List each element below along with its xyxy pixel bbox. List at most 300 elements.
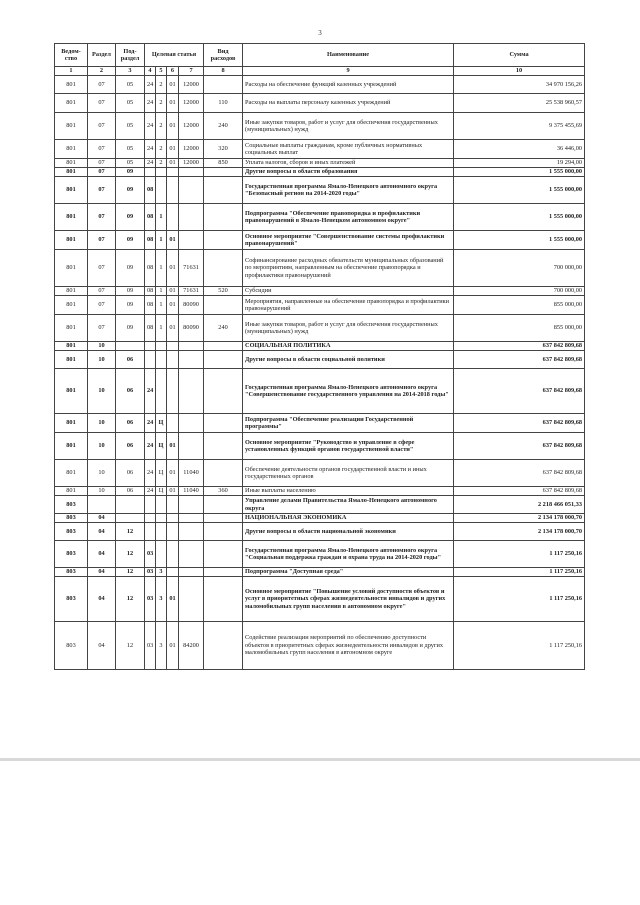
cell-tselevaya-3 xyxy=(167,523,179,541)
table-row xyxy=(55,351,585,369)
cell-razdel: 10 xyxy=(88,414,116,433)
column-number: 1 xyxy=(55,67,88,76)
cell-tselevaya-4 xyxy=(179,523,204,541)
table-row xyxy=(55,568,585,577)
table-row xyxy=(55,541,585,568)
cell-vedomstvo: 801 xyxy=(55,414,88,433)
cell-summa: 637 842 809,68 xyxy=(454,460,585,487)
cell-podrazdel: 09 xyxy=(116,168,145,177)
cell-tselevaya-3: 01 xyxy=(167,76,179,94)
cell-podrazdel: 05 xyxy=(116,140,145,159)
cell-summa: 1 555 000,00 xyxy=(454,231,585,250)
table-row xyxy=(55,523,585,541)
table-row xyxy=(55,342,585,351)
cell-razdel: 04 xyxy=(88,568,116,577)
cell-naimenovanie: Расходы на обеспечение функций казенных учреждений xyxy=(243,76,454,94)
cell-summa: 1 117 250,16 xyxy=(454,577,585,622)
cell-vid-raskhodov: 850 xyxy=(204,159,243,168)
cell-vid-raskhodov xyxy=(204,568,243,577)
table-row xyxy=(55,496,585,514)
cell-tselevaya-2: Ц xyxy=(156,433,167,460)
cell-vid-raskhodov: 110 xyxy=(204,94,243,113)
cell-tselevaya-1: 24 xyxy=(145,94,156,113)
cell-tselevaya-2: Ц xyxy=(156,487,167,496)
cell-podrazdel: 06 xyxy=(116,414,145,433)
cell-tselevaya-1: 08 xyxy=(145,231,156,250)
cell-naimenovanie: СОЦИАЛЬНАЯ ПОЛИТИКА xyxy=(243,342,454,351)
header-summa: Сумма xyxy=(454,44,585,67)
cell-vedomstvo: 803 xyxy=(55,541,88,568)
cell-naimenovanie: Иные закупки товаров, работ и услуг для обеспечения государственных (муниципальных) нужд xyxy=(243,113,454,140)
cell-tselevaya-1: 08 xyxy=(145,204,156,231)
cell-tselevaya-3: 01 xyxy=(167,460,179,487)
cell-naimenovanie: Расходы на выплаты персоналу казенных учреждений xyxy=(243,94,454,113)
cell-vid-raskhodov xyxy=(204,433,243,460)
cell-summa: 36 446,00 xyxy=(454,140,585,159)
cell-razdel: 07 xyxy=(88,168,116,177)
cell-tselevaya-1: 08 xyxy=(145,177,156,204)
cell-tselevaya-1: 24 xyxy=(145,414,156,433)
cell-tselevaya-1 xyxy=(145,168,156,177)
cell-vedomstvo: 801 xyxy=(55,250,88,287)
cell-summa: 1 555 000,00 xyxy=(454,177,585,204)
cell-naimenovanie: Подпрограмма "Обеспечение правопорядка и профилактики правонарушений в Ямало-Ненецком автономном округе" xyxy=(243,204,454,231)
cell-tselevaya-4: 12000 xyxy=(179,140,204,159)
cell-summa: 9 375 455,69 xyxy=(454,113,585,140)
cell-razdel: 07 xyxy=(88,315,116,342)
cell-tselevaya-2 xyxy=(156,514,167,523)
cell-tselevaya-2 xyxy=(156,496,167,514)
cell-razdel: 07 xyxy=(88,76,116,94)
cell-razdel: 10 xyxy=(88,433,116,460)
cell-tselevaya-1: 24 xyxy=(145,113,156,140)
cell-razdel: 10 xyxy=(88,487,116,496)
cell-tselevaya-2 xyxy=(156,177,167,204)
cell-vid-raskhodov xyxy=(204,622,243,670)
cell-summa: 2 218 466 051,33 xyxy=(454,496,585,514)
cell-tselevaya-1: 24 xyxy=(145,460,156,487)
header-naimenovanie: Наименование xyxy=(243,44,454,67)
cell-summa: 34 970 156,26 xyxy=(454,76,585,94)
cell-vid-raskhodov xyxy=(204,369,243,414)
cell-razdel: 10 xyxy=(88,460,116,487)
cell-razdel: 10 xyxy=(88,351,116,369)
cell-summa: 637 842 809,68 xyxy=(454,351,585,369)
cell-tselevaya-4: 12000 xyxy=(179,76,204,94)
cell-tselevaya-2: 3 xyxy=(156,577,167,622)
cell-vid-raskhodov xyxy=(204,460,243,487)
cell-naimenovanie: Социальные выплаты гражданам, кроме публичных нормативных социальных выплат xyxy=(243,140,454,159)
cell-vid-raskhodov xyxy=(204,577,243,622)
cell-naimenovanie: Другие вопросы в области образования xyxy=(243,168,454,177)
cell-vid-raskhodov: 320 xyxy=(204,140,243,159)
cell-razdel: 04 xyxy=(88,577,116,622)
cell-razdel: 10 xyxy=(88,342,116,351)
cell-tselevaya-1: 24 xyxy=(145,140,156,159)
cell-tselevaya-4: 80090 xyxy=(179,296,204,315)
cell-tselevaya-3 xyxy=(167,177,179,204)
column-number: 10 xyxy=(454,67,585,76)
column-number: 9 xyxy=(243,67,454,76)
cell-tselevaya-3 xyxy=(167,342,179,351)
cell-razdel: 07 xyxy=(88,177,116,204)
table-row xyxy=(55,250,585,287)
cell-vid-raskhodov xyxy=(204,168,243,177)
cell-tselevaya-1: 24 xyxy=(145,159,156,168)
cell-podrazdel xyxy=(116,514,145,523)
cell-podrazdel: 12 xyxy=(116,577,145,622)
table-row xyxy=(55,577,585,622)
cell-naimenovanie: Государственная программа Ямало-Ненецкого автономного округа "Совершенствование государственного управления на 2014-2018 годы" xyxy=(243,369,454,414)
cell-podrazdel: 09 xyxy=(116,250,145,287)
cell-vid-raskhodov xyxy=(204,204,243,231)
cell-razdel: 07 xyxy=(88,159,116,168)
cell-naimenovanie: Иные выплаты населению xyxy=(243,487,454,496)
cell-naimenovanie: Основное мероприятие "Руководство и управление в сфере установленных функций органов государственной власти" xyxy=(243,433,454,460)
cell-podrazdel xyxy=(116,342,145,351)
cell-tselevaya-4 xyxy=(179,204,204,231)
cell-podrazdel xyxy=(116,496,145,514)
cell-tselevaya-1 xyxy=(145,342,156,351)
cell-tselevaya-3: 01 xyxy=(167,159,179,168)
cell-tselevaya-3 xyxy=(167,168,179,177)
cell-vedomstvo: 803 xyxy=(55,577,88,622)
cell-vedomstvo: 801 xyxy=(55,204,88,231)
cell-tselevaya-1: 03 xyxy=(145,577,156,622)
cell-tselevaya-2: 1 xyxy=(156,231,167,250)
cell-tselevaya-2: 1 xyxy=(156,296,167,315)
page-number: 3 xyxy=(318,29,322,37)
table-body xyxy=(55,76,585,670)
cell-vedomstvo: 801 xyxy=(55,351,88,369)
cell-tselevaya-3: 01 xyxy=(167,250,179,287)
cell-podrazdel: 12 xyxy=(116,622,145,670)
cell-summa: 637 842 809,68 xyxy=(454,414,585,433)
cell-tselevaya-4: 11040 xyxy=(179,460,204,487)
cell-tselevaya-3: 01 xyxy=(167,296,179,315)
cell-tselevaya-4: 12000 xyxy=(179,159,204,168)
cell-podrazdel: 09 xyxy=(116,287,145,296)
cell-vedomstvo: 801 xyxy=(55,296,88,315)
cell-podrazdel: 09 xyxy=(116,177,145,204)
cell-tselevaya-3: 01 xyxy=(167,94,179,113)
cell-tselevaya-4 xyxy=(179,496,204,514)
cell-naimenovanie: Государственная программа Ямало-Ненецкого автономного округа "Безопасный регион на 2014-2020 годы" xyxy=(243,177,454,204)
header-razdel: Раздел xyxy=(88,44,116,67)
cell-naimenovanie: Основное мероприятие "Совершенствование системы профилактики правонарушений" xyxy=(243,231,454,250)
cell-podrazdel: 06 xyxy=(116,460,145,487)
cell-vedomstvo: 801 xyxy=(55,460,88,487)
cell-podrazdel: 05 xyxy=(116,159,145,168)
cell-naimenovanie: Субсидии xyxy=(243,287,454,296)
cell-podrazdel: 09 xyxy=(116,231,145,250)
table-row xyxy=(55,460,585,487)
cell-tselevaya-3 xyxy=(167,369,179,414)
cell-naimenovanie: Основное мероприятие "Повышение условий доступности объектов и услуг в приоритетных сферах жизнедеятельности инвалидов и других маломобильных групп населения в автономном округе" xyxy=(243,577,454,622)
cell-podrazdel: 09 xyxy=(116,296,145,315)
table-row xyxy=(55,231,585,250)
cell-podrazdel: 06 xyxy=(116,433,145,460)
cell-vedomstvo: 803 xyxy=(55,523,88,541)
cell-razdel: 07 xyxy=(88,140,116,159)
cell-tselevaya-1: 24 xyxy=(145,369,156,414)
cell-tselevaya-3: 01 xyxy=(167,315,179,342)
cell-tselevaya-3 xyxy=(167,541,179,568)
cell-tselevaya-3: 01 xyxy=(167,622,179,670)
budget-table xyxy=(54,43,585,670)
cell-vid-raskhodov xyxy=(204,250,243,287)
cell-summa: 2 134 178 000,70 xyxy=(454,514,585,523)
cell-vedomstvo: 801 xyxy=(55,287,88,296)
cell-tselevaya-1: 08 xyxy=(145,315,156,342)
header-vedomstvo: Ведом-ство xyxy=(55,44,88,67)
column-number: 4 xyxy=(145,67,156,76)
cell-tselevaya-2 xyxy=(156,369,167,414)
cell-tselevaya-1: 08 xyxy=(145,287,156,296)
cell-tselevaya-1: 03 xyxy=(145,568,156,577)
cell-tselevaya-3: 01 xyxy=(167,231,179,250)
cell-vedomstvo: 803 xyxy=(55,514,88,523)
cell-tselevaya-4 xyxy=(179,541,204,568)
cell-naimenovanie: Содействие реализации мероприятий по обеспечению доступности объектов в приоритетных сферах жизнедеятельности инвалидов и других маломобильных групп населения в автономном округе xyxy=(243,622,454,670)
cell-summa: 637 842 809,68 xyxy=(454,369,585,414)
cell-vedomstvo: 801 xyxy=(55,113,88,140)
cell-naimenovanie: НАЦИОНАЛЬНАЯ ЭКОНОМИКА xyxy=(243,514,454,523)
cell-razdel: 07 xyxy=(88,204,116,231)
cell-vid-raskhodov xyxy=(204,496,243,514)
cell-vedomstvo: 803 xyxy=(55,496,88,514)
cell-razdel: 10 xyxy=(88,369,116,414)
cell-podrazdel: 05 xyxy=(116,76,145,94)
cell-summa: 1 117 250,16 xyxy=(454,622,585,670)
table-row xyxy=(55,94,585,113)
cell-tselevaya-3: 01 xyxy=(167,433,179,460)
cell-vid-raskhodov xyxy=(204,514,243,523)
cell-tselevaya-2: Ц xyxy=(156,414,167,433)
cell-razdel: 04 xyxy=(88,541,116,568)
cell-naimenovanie: Софинансирование расходных обязательств муниципальных образований по мероприятиям, направленным на обеспечение правопорядка и профилактики правонарушений xyxy=(243,250,454,287)
cell-vid-raskhodov: 240 xyxy=(204,113,243,140)
cell-vid-raskhodov xyxy=(204,414,243,433)
cell-naimenovanie: Подпрограмма "Доступная среда" xyxy=(243,568,454,577)
table-row xyxy=(55,287,585,296)
cell-summa: 700 000,00 xyxy=(454,250,585,287)
cell-podrazdel: 05 xyxy=(116,113,145,140)
cell-podrazdel: 12 xyxy=(116,541,145,568)
cell-vid-raskhodov xyxy=(204,351,243,369)
cell-vedomstvo: 803 xyxy=(55,568,88,577)
header-tselevaya-statya: Целевая статья xyxy=(145,44,204,67)
cell-naimenovanie: Уплата налогов, сборов и иных платежей xyxy=(243,159,454,168)
cell-vedomstvo: 801 xyxy=(55,231,88,250)
cell-tselevaya-4: 71631 xyxy=(179,287,204,296)
cell-tselevaya-4 xyxy=(179,433,204,460)
table-row xyxy=(55,159,585,168)
cell-tselevaya-4: 71631 xyxy=(179,250,204,287)
cell-razdel: 07 xyxy=(88,94,116,113)
cell-summa: 1 117 250,16 xyxy=(454,541,585,568)
cell-vedomstvo: 801 xyxy=(55,487,88,496)
cell-vedomstvo: 801 xyxy=(55,433,88,460)
cell-tselevaya-4 xyxy=(179,369,204,414)
cell-vid-raskhodov: 520 xyxy=(204,287,243,296)
column-number-row xyxy=(55,67,585,76)
cell-podrazdel: 06 xyxy=(116,487,145,496)
cell-tselevaya-4 xyxy=(179,168,204,177)
cell-vedomstvo: 801 xyxy=(55,140,88,159)
cell-vid-raskhodov xyxy=(204,541,243,568)
cell-tselevaya-4 xyxy=(179,577,204,622)
cell-tselevaya-1: 24 xyxy=(145,487,156,496)
cell-naimenovanie: Другие вопросы в области национальной экономики xyxy=(243,523,454,541)
cell-tselevaya-1: 24 xyxy=(145,433,156,460)
table-row xyxy=(55,622,585,670)
cell-vid-raskhodov: 360 xyxy=(204,487,243,496)
cell-tselevaya-2: 2 xyxy=(156,113,167,140)
table-row xyxy=(55,296,585,315)
scan-edge xyxy=(0,758,640,761)
cell-razdel xyxy=(88,496,116,514)
column-number: 5 xyxy=(156,67,167,76)
cell-vedomstvo: 801 xyxy=(55,76,88,94)
cell-summa: 2 134 178 000,70 xyxy=(454,523,585,541)
header-row xyxy=(55,44,585,67)
cell-razdel: 07 xyxy=(88,231,116,250)
cell-tselevaya-2: Ц xyxy=(156,460,167,487)
cell-tselevaya-3 xyxy=(167,204,179,231)
cell-vedomstvo: 801 xyxy=(55,315,88,342)
cell-tselevaya-4: 11040 xyxy=(179,487,204,496)
table-row xyxy=(55,76,585,94)
cell-razdel: 07 xyxy=(88,296,116,315)
cell-vedomstvo: 801 xyxy=(55,369,88,414)
cell-tselevaya-2 xyxy=(156,351,167,369)
cell-naimenovanie: Обеспечение деятельности органов государственной власти и иных государственных органов xyxy=(243,460,454,487)
cell-tselevaya-4 xyxy=(179,351,204,369)
cell-tselevaya-1 xyxy=(145,496,156,514)
cell-vedomstvo: 801 xyxy=(55,94,88,113)
cell-tselevaya-1 xyxy=(145,351,156,369)
table-row xyxy=(55,140,585,159)
cell-naimenovanie: Иные закупки товаров, работ и услуг для обеспечения государственных (муниципальных) нужд xyxy=(243,315,454,342)
cell-podrazdel: 12 xyxy=(116,523,145,541)
cell-tselevaya-3: 01 xyxy=(167,287,179,296)
cell-tselevaya-1 xyxy=(145,523,156,541)
cell-tselevaya-4 xyxy=(179,568,204,577)
table-row xyxy=(55,433,585,460)
cell-tselevaya-2: 1 xyxy=(156,287,167,296)
cell-summa: 855 000,00 xyxy=(454,296,585,315)
cell-tselevaya-4 xyxy=(179,514,204,523)
cell-tselevaya-4 xyxy=(179,414,204,433)
cell-summa: 25 538 960,57 xyxy=(454,94,585,113)
cell-summa: 700 000,00 xyxy=(454,287,585,296)
cell-razdel: 04 xyxy=(88,523,116,541)
cell-tselevaya-4 xyxy=(179,231,204,250)
cell-tselevaya-4: 80090 xyxy=(179,315,204,342)
column-number: 3 xyxy=(116,67,145,76)
table-row xyxy=(55,487,585,496)
cell-tselevaya-3: 01 xyxy=(167,487,179,496)
cell-tselevaya-2 xyxy=(156,541,167,568)
cell-summa: 1 555 000,00 xyxy=(454,168,585,177)
table-row xyxy=(55,113,585,140)
cell-tselevaya-1: 08 xyxy=(145,250,156,287)
cell-tselevaya-1: 03 xyxy=(145,622,156,670)
column-number: 6 xyxy=(167,67,179,76)
column-number: 7 xyxy=(179,67,204,76)
cell-vedomstvo: 801 xyxy=(55,342,88,351)
cell-tselevaya-2: 1 xyxy=(156,315,167,342)
cell-tselevaya-2: 2 xyxy=(156,140,167,159)
cell-tselevaya-2: 3 xyxy=(156,622,167,670)
cell-summa: 637 842 809,68 xyxy=(454,433,585,460)
table-row xyxy=(55,514,585,523)
header-vid-raskhodov: Вид расходов xyxy=(204,44,243,67)
table-row xyxy=(55,168,585,177)
cell-summa: 1 555 000,00 xyxy=(454,204,585,231)
cell-summa: 637 842 809,68 xyxy=(454,487,585,496)
cell-vid-raskhodov xyxy=(204,231,243,250)
cell-tselevaya-1 xyxy=(145,514,156,523)
cell-tselevaya-1: 03 xyxy=(145,541,156,568)
cell-tselevaya-4: 12000 xyxy=(179,113,204,140)
cell-vid-raskhodov: 240 xyxy=(204,315,243,342)
cell-podrazdel: 09 xyxy=(116,315,145,342)
cell-vid-raskhodov xyxy=(204,177,243,204)
cell-summa: 855 000,00 xyxy=(454,315,585,342)
cell-podrazdel: 06 xyxy=(116,369,145,414)
cell-tselevaya-2: 1 xyxy=(156,204,167,231)
cell-vid-raskhodov xyxy=(204,76,243,94)
cell-vedomstvo: 801 xyxy=(55,177,88,204)
cell-naimenovanie: Мероприятия, направленные на обеспечение правопорядка и профилактики правонарушений xyxy=(243,296,454,315)
cell-tselevaya-4 xyxy=(179,342,204,351)
cell-vedomstvo: 803 xyxy=(55,622,88,670)
table-row xyxy=(55,204,585,231)
cell-tselevaya-2 xyxy=(156,342,167,351)
cell-tselevaya-4: 84200 xyxy=(179,622,204,670)
cell-podrazdel: 12 xyxy=(116,568,145,577)
cell-razdel: 07 xyxy=(88,113,116,140)
cell-naimenovanie: Государственная программа Ямало-Ненецкого автономного округа "Социальная поддержка граждан и охрана труда на 2014-2020 годы" xyxy=(243,541,454,568)
cell-summa: 1 117 250,16 xyxy=(454,568,585,577)
cell-tselevaya-2: 2 xyxy=(156,94,167,113)
cell-summa: 637 842 809,68 xyxy=(454,342,585,351)
cell-tselevaya-2: 3 xyxy=(156,568,167,577)
cell-tselevaya-1: 24 xyxy=(145,76,156,94)
cell-vid-raskhodov xyxy=(204,296,243,315)
cell-naimenovanie: Подпрограмма "Обеспечение реализации Государственной программы" xyxy=(243,414,454,433)
table-row xyxy=(55,414,585,433)
cell-razdel: 04 xyxy=(88,622,116,670)
cell-vedomstvo: 801 xyxy=(55,159,88,168)
cell-tselevaya-4 xyxy=(179,177,204,204)
cell-vid-raskhodov xyxy=(204,342,243,351)
cell-razdel: 07 xyxy=(88,250,116,287)
cell-podrazdel: 05 xyxy=(116,94,145,113)
cell-tselevaya-4: 12000 xyxy=(179,94,204,113)
cell-tselevaya-2 xyxy=(156,523,167,541)
cell-podrazdel: 06 xyxy=(116,351,145,369)
cell-naimenovanie: Другие вопросы в области социальной политики xyxy=(243,351,454,369)
cell-tselevaya-3 xyxy=(167,351,179,369)
cell-tselevaya-3: 01 xyxy=(167,113,179,140)
cell-tselevaya-3 xyxy=(167,514,179,523)
table-row xyxy=(55,177,585,204)
cell-tselevaya-2: 1 xyxy=(156,250,167,287)
column-number: 2 xyxy=(88,67,116,76)
